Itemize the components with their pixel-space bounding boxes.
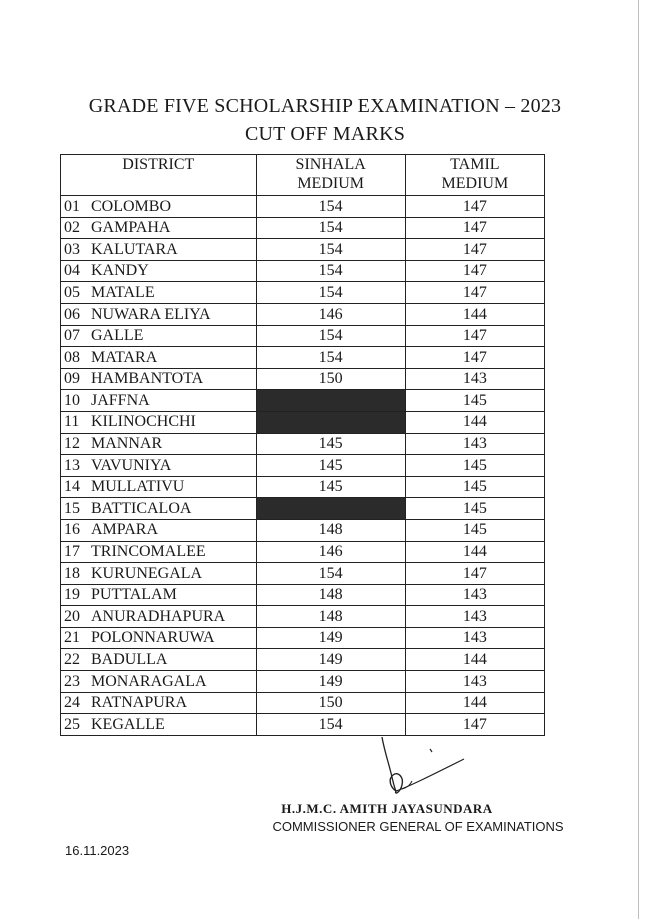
sinhala-mark-cell: 149 [256,649,405,671]
district-name: MANNAR [91,435,163,453]
tamil-mark-cell: 147 [405,239,544,261]
table-row [61,196,545,218]
district-number: 21 [64,629,80,647]
district-number: 25 [64,715,80,733]
sinhala-mark-cell: 154 [256,563,405,585]
district-number: 02 [64,219,80,237]
table-row [61,584,545,606]
tamil-mark-cell: 145 [405,498,544,520]
sinhala-mark-cell: 149 [256,671,405,693]
district-cell [61,282,257,304]
district-name: MONARAGALA [91,672,207,690]
district-name: MATARA [91,348,158,366]
sinhala-mark-cell: 146 [256,303,405,325]
table-row [61,282,545,304]
sinhala-mark-cell: 154 [256,282,405,304]
district-cell [61,390,257,412]
district-number: 19 [64,586,80,604]
table-row [61,692,545,714]
sinhala-mark-cell: 146 [256,541,405,563]
district-name: MATALE [91,283,155,301]
signature-mark [360,735,480,805]
tamil-mark-cell: 143 [405,368,544,390]
district-number: 14 [64,478,80,496]
district-cell [61,649,257,671]
district-cell [61,498,257,520]
district-cell [61,368,257,390]
sinhala-mark-redacted [256,390,405,412]
tamil-mark-cell: 145 [405,519,544,541]
district-number: 20 [64,607,80,625]
sinhala-mark-cell: 154 [256,714,405,736]
tamil-mark-cell: 144 [405,649,544,671]
table-row [61,368,545,390]
district-name: PUTTALAM [91,586,177,604]
district-name: KILINOCHCHI [91,413,196,431]
tamil-mark-cell: 145 [405,455,544,477]
district-cell [61,519,257,541]
district-cell [61,239,257,261]
district-cell [61,627,257,649]
tamil-mark-cell: 143 [405,433,544,455]
district-name: RATNAPURA [91,694,188,712]
table-row [61,541,545,563]
district-number: 17 [64,543,80,561]
sinhala-mark-cell: 148 [256,606,405,628]
district-number: 10 [64,391,80,409]
sinhala-mark-cell: 145 [256,476,405,498]
sinhala-mark-cell: 154 [256,239,405,261]
district-name: KANDY [91,262,149,280]
district-cell [61,260,257,282]
district-number: 16 [64,521,80,539]
tamil-mark-cell: 147 [405,196,544,218]
district-number: 05 [64,283,80,301]
district-number: 24 [64,694,80,712]
header-sinhala-medium: SINHALA MEDIUM [256,155,405,196]
district-name: JAFFNA [91,391,150,409]
table-row [61,671,545,693]
district-number: 06 [64,305,80,323]
district-name: NUWARA ELIYA [91,305,211,323]
sinhala-mark-cell: 145 [256,455,405,477]
sinhala-mark-cell: 154 [256,196,405,218]
district-number: 09 [64,370,80,388]
table-row [61,476,545,498]
table-row [61,498,545,520]
district-name: GALLE [91,327,144,345]
district-name: BATTICALOA [91,499,192,517]
tamil-mark-cell: 147 [405,260,544,282]
district-number: 18 [64,564,80,582]
table-row [61,606,545,628]
district-name: HAMBANTOTA [91,370,204,388]
district-cell [61,196,257,218]
header-district: DISTRICT [61,155,257,196]
tamil-mark-cell: 144 [405,303,544,325]
table-row [61,390,545,412]
tamil-mark-cell: 144 [405,541,544,563]
district-cell [61,714,257,736]
table-body [61,196,545,736]
district-number: 07 [64,327,80,345]
district-name: POLONNARUWA [91,629,215,647]
district-cell [61,325,257,347]
sinhala-mark-cell: 149 [256,627,405,649]
table-row [61,519,545,541]
district-name: GAMPAHA [91,219,171,237]
table-row [61,411,545,433]
district-cell [61,433,257,455]
table-row [61,455,545,477]
district-cell [61,476,257,498]
table-row [61,260,545,282]
tamil-mark-cell: 143 [405,671,544,693]
tamil-mark-cell: 147 [405,282,544,304]
table-row [61,347,545,369]
tamil-mark-cell: 147 [405,217,544,239]
district-name: KALUTARA [91,240,178,258]
tamil-mark-cell: 147 [405,714,544,736]
table-row [61,217,545,239]
district-number: 01 [64,197,80,215]
tamil-mark-cell: 145 [405,476,544,498]
table-row [61,563,545,585]
district-number: 03 [64,240,80,258]
sinhala-mark-cell: 145 [256,433,405,455]
district-cell [61,606,257,628]
district-name: BADULLA [91,651,168,669]
tamil-mark-cell: 143 [405,584,544,606]
district-name: KEGALLE [91,715,165,733]
tamil-mark-cell: 145 [405,390,544,412]
district-cell [61,563,257,585]
tamil-mark-cell: 147 [405,325,544,347]
table-row [61,325,545,347]
district-name: TRINCOMALEE [91,543,206,561]
table-row [61,433,545,455]
district-number: 15 [64,499,80,517]
table-row [61,649,545,671]
sinhala-mark-cell: 150 [256,368,405,390]
district-name: VAVUNIYA [91,456,172,474]
district-number: 13 [64,456,80,474]
district-number: 12 [64,435,80,453]
tamil-mark-cell: 147 [405,563,544,585]
district-cell [61,217,257,239]
sinhala-mark-redacted [256,498,405,520]
page-subtitle: CUT OFF MARKS [244,123,406,145]
table-row [61,239,545,261]
table-row [61,714,545,736]
district-cell [61,584,257,606]
sinhala-mark-cell: 154 [256,325,405,347]
header-tamil-medium: TAMIL MEDIUM [405,155,544,196]
district-cell [61,455,257,477]
district-number: 04 [64,262,80,280]
document-date: 16.11.2023 [65,843,130,858]
sinhala-mark-cell: 148 [256,584,405,606]
sinhala-mark-cell: 154 [256,347,405,369]
district-number: 08 [64,348,80,366]
table-row [61,627,545,649]
tamil-mark-cell: 144 [405,692,544,714]
sinhala-mark-cell: 148 [256,519,405,541]
district-number: 11 [64,413,80,431]
district-cell [61,671,257,693]
sinhala-mark-redacted [256,411,405,433]
signatory-name: H.J.M.C. AMITH JAYASUNDARA [281,801,493,816]
district-name: ANURADHAPURA [91,607,226,625]
tamil-mark-cell: 147 [405,347,544,369]
sinhala-mark-cell: 154 [256,217,405,239]
district-name: AMPARA [91,521,158,539]
district-name: KURUNEGALA [91,564,203,582]
tamil-mark-cell: 144 [405,411,544,433]
tamil-mark-cell: 143 [405,627,544,649]
page-title: GRADE FIVE SCHOLARSHIP EXAMINATION – 2023 [88,95,562,117]
district-cell [61,411,257,433]
district-cell [61,303,257,325]
district-name: MULLATIVU [91,478,185,496]
district-cell [61,541,257,563]
district-name: COLOMBO [91,197,172,215]
district-number: 22 [64,651,80,669]
district-cell [61,692,257,714]
sinhala-mark-cell: 154 [256,260,405,282]
sinhala-mark-cell: 150 [256,692,405,714]
table-header-row [61,155,545,196]
table-row [61,303,545,325]
cutoff-marks-table [60,154,545,736]
district-number: 23 [64,672,80,690]
district-cell [61,347,257,369]
tamil-mark-cell: 143 [405,606,544,628]
signatory-title: COMMISSIONER GENERAL OF EXAMINATIONS [272,819,564,834]
